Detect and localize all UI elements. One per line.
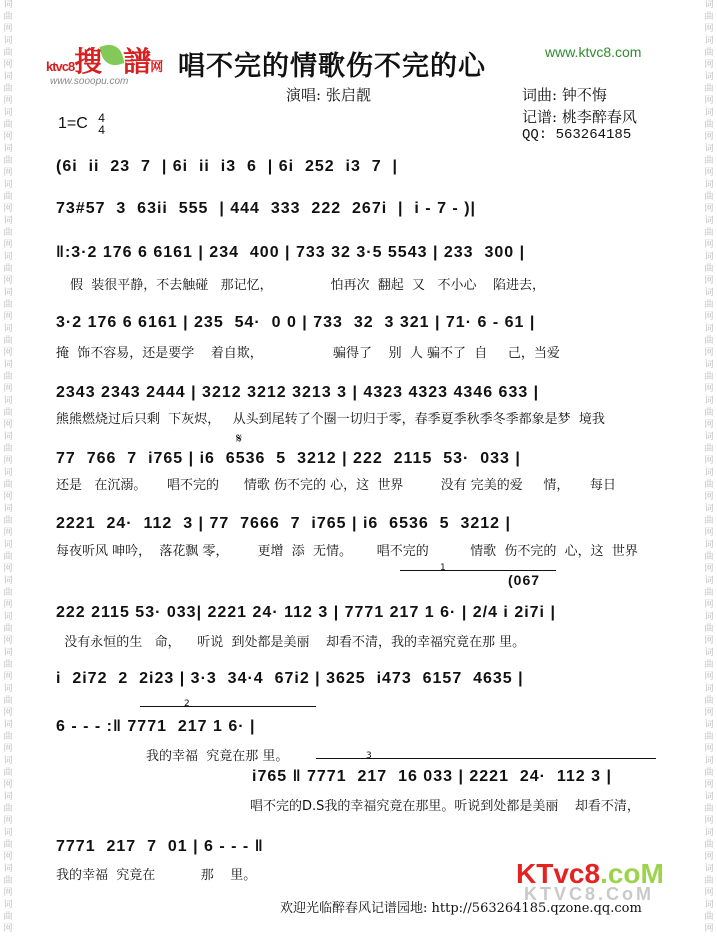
lyric-line-5: 熊熊燃烧过后只剩 下灰烬， 从头到尾转了个圈一切归于零，春季夏季秋季冬季都象是梦 境我 [56,412,605,427]
watermark-char: 词 [3,216,13,226]
watermark-char: 曲 [704,120,714,130]
key-label: 1=C [58,115,88,133]
watermark-char: 网 [3,456,13,466]
song-title: 唱不完的情歌伤不完的心 [178,51,486,82]
logo-net: 网 [150,59,163,74]
watermark-char: 曲 [3,696,13,706]
watermark-char: 曲 [704,48,714,58]
watermark-char: 曲 [704,408,714,418]
watermark-char: 网 [3,204,13,214]
watermark-char: 曲 [704,912,714,922]
watermark-char: 词 [704,324,714,334]
watermark-char: 词 [3,720,13,730]
watermark-char: 曲 [704,84,714,94]
watermark-char: 词 [3,684,13,694]
watermark-char: 词 [3,36,13,46]
watermark-char: 词 [704,252,714,262]
watermark-char: 网 [3,24,13,34]
watermark-char: 网 [704,708,714,718]
watermark-char: 曲 [3,804,13,814]
watermark-char: 曲 [704,336,714,346]
watermark-char: 网 [3,780,13,790]
lyric-line-11: 唱不完的D.S我的幸福究竟在那里。听说到处都是美丽 却看不清， [250,799,640,814]
lyric-line-8: 没有永恒的生 命， 听说 到处都是美丽 却看不清，我的幸福究竟在那 里。 [56,635,526,650]
watermark-char: 网 [3,564,13,574]
watermark-char: 网 [3,600,13,610]
watermark-char: 网 [704,24,714,34]
watermark-char: 词 [704,0,714,10]
watermark-char: 网 [3,420,13,430]
logo-url: www.sooopu.com [50,76,129,87]
score-line-4: 3·2 176 6 6161 | 235 54· 0 0 | 733 32 3 321 | 71· 6 - 61 | [56,314,536,331]
watermark-char: 词 [3,396,13,406]
watermark-char: 词 [3,252,13,262]
watermark-char: 网 [704,924,714,934]
watermark-char: 曲 [3,408,13,418]
lyric-line-4: 掩 饰不容易，还是要学 着自欺， 骗得了 别 人 骗不了 自 己，当爱 [56,346,560,361]
lyric-line-12: 我的幸福 究竟在 那 里。 [56,868,257,883]
lyric-line-3: 假 装很平静，不去触碰 那记忆， 怕再次 翻起 又 不小心 陷进去， [70,278,545,293]
watermark-char: 网 [3,744,13,754]
watermark-char: 词 [3,180,13,190]
watermark-char: 网 [704,564,714,574]
watermark-char: 曲 [704,516,714,526]
watermark-char: 词 [3,648,13,658]
lyricist: 词曲: 钟不悔 [522,86,607,104]
watermark-char: 词 [704,396,714,406]
watermark-char: 网 [3,60,13,70]
watermark-char: 曲 [3,192,13,202]
watermark-char: 曲 [3,552,13,562]
singer: 演唱: 张启靓 [286,86,371,104]
logo-small: ktvc8 [46,59,75,74]
site-logo [46,40,164,92]
watermark-char: 网 [3,924,13,934]
watermark-char: 词 [704,900,714,910]
volta-1-label: 1 [440,563,446,573]
watermark-char: 网 [3,312,13,322]
watermark-char: 网 [704,852,714,862]
score-line-3: ‖:3·2 176 6 6161 | 234 400 | 733 32 3·5 5543 | 233 300 | [56,244,526,261]
lyric-line-6: 还是 在沉溺。 唱不完的 情歌 伤不完的 心，这 世界 没有 完美的爱 情， 每日 [56,478,617,493]
watermark-char: 网 [704,276,714,286]
watermark-char: 词 [704,612,714,622]
watermark-char: 曲 [704,696,714,706]
watermark-char: 曲 [704,732,714,742]
watermark-char: 词 [3,828,13,838]
watermark-char: 网 [704,240,714,250]
score-line-6: 77 766 7 i765 | i6 6536 5 3212 | 222 2115 53· 033 | [56,450,521,467]
score-line-2: 73#57 3 63ii 555 | 444 333 222 267i | i - 7 - )| [56,200,476,217]
watermark-char: 词 [3,324,13,334]
watermark-char: 网 [704,636,714,646]
stamp-main: KTvc8 [516,858,601,889]
watermark-char: 词 [704,504,714,514]
watermark-char: 网 [3,240,13,250]
watermark-char: 网 [3,852,13,862]
watermark-char: 词 [3,108,13,118]
watermark-char: 曲 [3,372,13,382]
watermark-char: 词 [704,684,714,694]
watermark-char: 曲 [3,336,13,346]
score-line-12: 7771 217 7 01 | 6 - - - ‖ [56,838,264,855]
watermark-char: 网 [704,312,714,322]
stamp-sub: KTVC8.CoM [524,884,654,904]
watermark-char: 曲 [704,372,714,382]
watermark-char: 词 [704,468,714,478]
watermark-char: 曲 [704,876,714,886]
watermark-char: 网 [3,96,13,106]
watermark-char: 曲 [3,912,13,922]
watermark-char: 网 [704,528,714,538]
watermark-char: 曲 [704,588,714,598]
watermark-char: 词 [3,72,13,82]
volta-3-label: 3 [366,751,372,761]
lyric-line-7: 每夜听风 呻吟， 落花飘 零， 更增 添 无情。 唱不完的 情歌 伤不完的 心，这 世界 [56,544,638,559]
segno-sign: 𝄋 [236,431,243,447]
watermark-char: 网 [704,744,714,754]
footer-note: 欢迎光临醉春风记谱园地: http://563264185.qzone.qq.com [280,901,642,916]
watermark-char: 曲 [3,840,13,850]
watermark-char: 网 [704,780,714,790]
volta-bracket-notes: (067 [508,572,541,588]
watermark-char: 曲 [3,120,13,130]
key-signature [58,112,105,136]
watermark-char: 曲 [3,732,13,742]
time-bottom: 4 [98,123,105,137]
volta-2-label: 2 [184,699,190,709]
watermark-char: 网 [3,132,13,142]
score-line-5: 2343 2343 2444 | 3212 3212 3213 3 | 4323 4323 4346 633 | [56,384,540,401]
watermark-char: 网 [3,528,13,538]
time-signature [98,112,105,136]
watermark-char: 曲 [704,624,714,634]
watermark-char: 网 [3,168,13,178]
watermark-char: 网 [3,888,13,898]
watermark-char: 网 [3,492,13,502]
watermark-char: 词 [704,72,714,82]
watermark-char: 曲 [3,228,13,238]
watermark-char: 曲 [3,84,13,94]
watermark-char: 词 [704,432,714,442]
watermark-char: 网 [704,132,714,142]
watermark-char: 词 [3,540,13,550]
watermark-char: 曲 [704,552,714,562]
watermark-char: 曲 [704,444,714,454]
watermark-char: 网 [704,456,714,466]
watermark-char: 曲 [704,300,714,310]
watermark-char: 网 [704,168,714,178]
watermark-char: 词 [704,720,714,730]
watermark-char: 网 [704,600,714,610]
watermark-char: 网 [3,348,13,358]
watermark-char: 词 [3,360,13,370]
watermark-char: 词 [3,144,13,154]
watermark-char: 曲 [3,624,13,634]
watermark-char: 网 [3,672,13,682]
logo-brand2: 譜 [123,45,151,78]
watermark-char: 网 [3,708,13,718]
score-line-1: (6i ii 23 7 | 6i ii i3 6 | 6i 252 i3 7 | [56,158,399,175]
watermark-char: 词 [704,180,714,190]
watermark-char: 网 [704,96,714,106]
score-line-10: 6 - - - :‖ 7771 217 1 6· | [56,718,256,735]
score-line-9: i 2i72 2 2i23 | 3·3 34·4 67i2 | 3625 i473 6157 4635 | [56,670,524,687]
watermark-char: 词 [704,36,714,46]
watermark-char: 网 [3,816,13,826]
watermark-char: 曲 [3,264,13,274]
watermark-char: 网 [704,204,714,214]
watermark-char: 词 [3,756,13,766]
logo-brand: 搜 [74,45,102,78]
watermark-char: 网 [704,60,714,70]
watermark-char: 曲 [704,264,714,274]
watermark-char: 词 [704,648,714,658]
watermark-char: 曲 [704,156,714,166]
watermark-char: 曲 [704,12,714,22]
watermark-char: 词 [704,864,714,874]
watermark-char: 曲 [704,228,714,238]
watermark-char: 曲 [3,300,13,310]
watermark-char: 词 [704,828,714,838]
score-line-11: i765 ‖ 7771 217 16 033 | 2221 24· 112 3 | [252,768,612,785]
watermark-char: 网 [3,384,13,394]
watermark-char: 词 [3,612,13,622]
watermark-char: 词 [704,756,714,766]
watermark-char: 曲 [3,480,13,490]
lyric-line-10: 我的幸福 究竟在那 里。 [146,749,289,764]
watermark-char: 曲 [3,768,13,778]
volta-2 [140,699,316,717]
time-top: 4 [98,111,105,125]
watermark-char: 曲 [3,516,13,526]
watermark-char: 网 [704,384,714,394]
watermark-right [703,0,715,949]
watermark-char: 词 [3,0,13,10]
watermark-char: 曲 [704,192,714,202]
watermark-char: 词 [3,468,13,478]
watermark-char: 词 [704,288,714,298]
watermark-left [2,0,14,949]
score-line-7: 2221 24· 112 3 | 77 7666 7 i765 | i6 6536 5 3212 | [56,515,511,532]
score-line-8: 222 2115 53· 033| 2221 24· 112 3 | 7771 217 1 6· | 2/4 i 2i7i | [56,604,556,621]
watermark-char: 词 [704,360,714,370]
watermark-char: 曲 [3,588,13,598]
watermark-char: 词 [3,576,13,586]
watermark-char: 词 [3,792,13,802]
watermark-char: 曲 [3,48,13,58]
watermark-char: 网 [704,672,714,682]
watermark-char: 网 [704,492,714,502]
watermark-char: 词 [3,288,13,298]
watermark-char: 曲 [3,876,13,886]
watermark-char: 词 [704,540,714,550]
watermark-char: 词 [704,216,714,226]
watermark-char: 曲 [704,840,714,850]
watermark-char: 曲 [704,660,714,670]
watermark-char: 网 [3,636,13,646]
watermark-char: 词 [3,504,13,514]
site-url: www.ktvc8.com [545,44,642,60]
watermark-char: 网 [704,420,714,430]
watermark-char: 词 [704,576,714,586]
watermark-char: 词 [704,144,714,154]
qq-number: QQ: 563264185 [522,127,632,143]
watermark-char: 网 [704,888,714,898]
watermark-char: 网 [3,276,13,286]
watermark-char: 曲 [704,480,714,490]
watermark-char: 曲 [704,804,714,814]
watermark-char: 曲 [3,660,13,670]
watermark-char: 词 [3,864,13,874]
watermark-char: 词 [704,792,714,802]
watermark-char: 词 [3,432,13,442]
stamp-suffix: .coM [600,858,664,889]
watermark-char: 词 [3,900,13,910]
transcriber: 记谱: 桃李醉春风 [522,108,637,126]
watermark-char: 网 [704,816,714,826]
watermark-char: 网 [704,348,714,358]
watermark-char: 曲 [3,444,13,454]
watermark-char: 词 [704,108,714,118]
watermark-char: 曲 [3,12,13,22]
watermark-char: 曲 [3,156,13,166]
watermark-char: 曲 [704,768,714,778]
